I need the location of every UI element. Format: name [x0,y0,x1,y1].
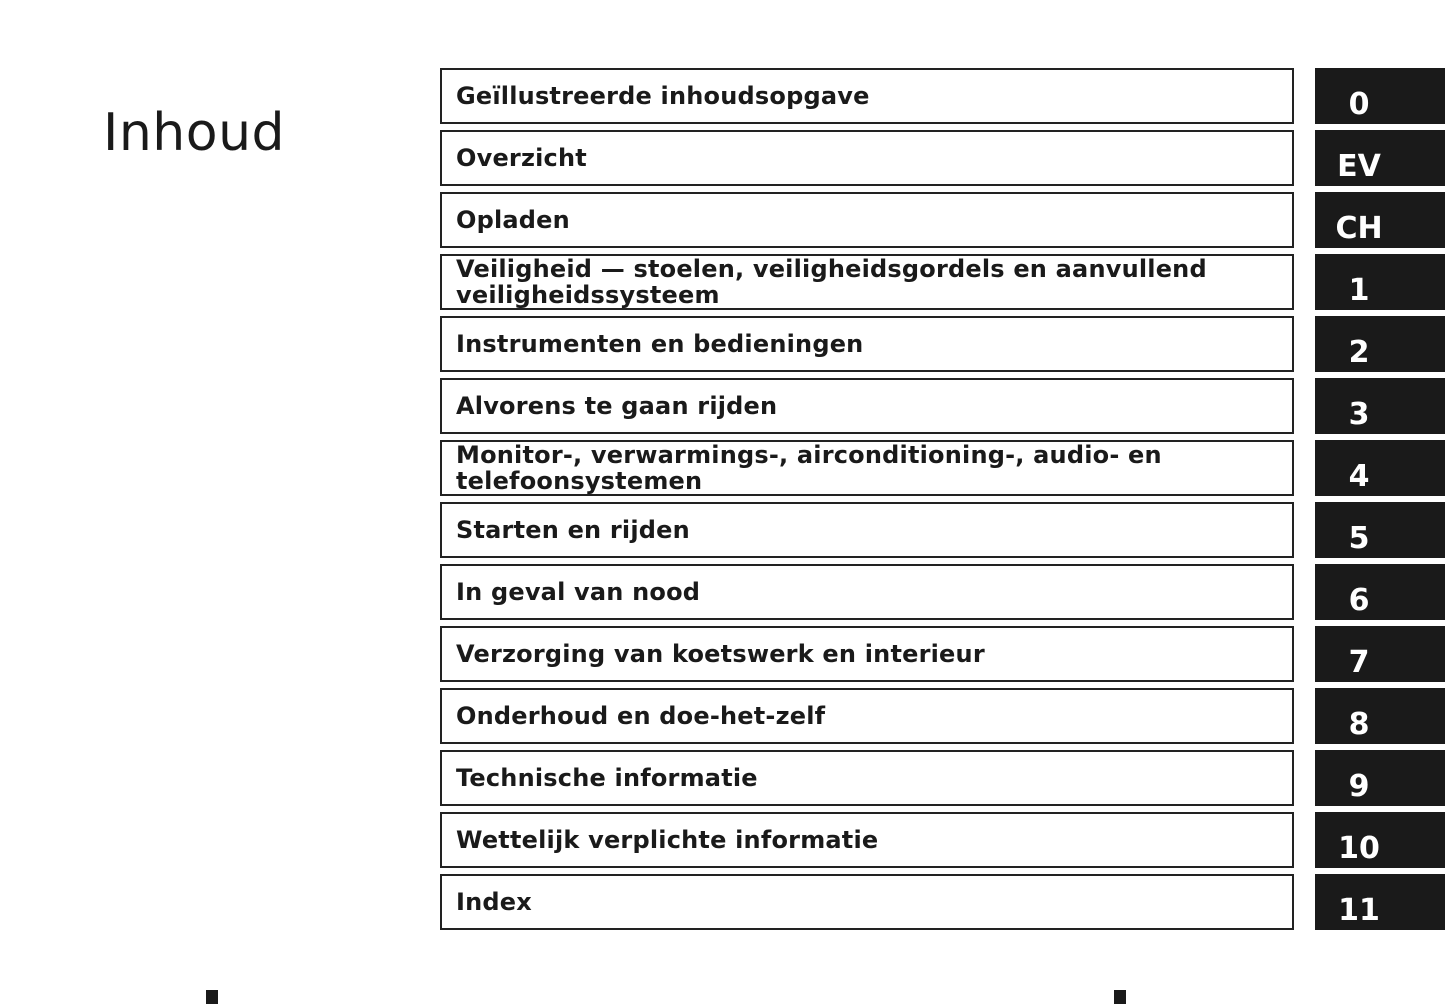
toc-entry-box [440,564,1294,620]
toc-item-legal-info[interactable] [440,812,1445,868]
toc-item-emergency[interactable] [440,564,1445,620]
crop-mark [1114,990,1126,1004]
toc-item-safety[interactable] [440,254,1445,310]
toc-entry-box [440,750,1294,806]
chapter-tab[interactable] [1315,688,1445,744]
toc-item-charging[interactable] [440,192,1445,248]
toc-item-body-care[interactable] [440,626,1445,682]
toc-entry-box [440,254,1294,310]
chapter-tab[interactable] [1315,254,1445,310]
toc-entry-box [440,440,1294,496]
toc-entry-box [440,874,1294,930]
toc-label: Overzicht [456,144,587,172]
chapter-tab[interactable] [1315,502,1445,558]
page-title: Inhoud [103,102,286,163]
toc-item-overview[interactable] [440,130,1445,186]
toc-label: Alvorens te gaan rijden [456,392,778,420]
chapter-tab[interactable] [1315,874,1445,930]
chapter-tab[interactable] [1315,68,1445,124]
chapter-tab[interactable] [1315,192,1445,248]
toc-item-illustrated-contents[interactable] [440,68,1445,124]
toc-label: Onderhoud en doe-het-zelf [456,702,826,730]
toc-entry-box [440,502,1294,558]
chapter-tab[interactable] [1315,440,1445,496]
toc-item-maintenance[interactable] [440,688,1445,744]
toc-entry-box [440,378,1294,434]
chapter-number: 0 [1348,87,1370,122]
chapter-number: 5 [1348,521,1370,556]
chapter-tab[interactable] [1315,130,1445,186]
toc-item-before-driving[interactable] [440,378,1445,434]
toc-item-starting-driving[interactable] [440,502,1445,558]
toc-entry-box [440,812,1294,868]
toc-label: Wettelijk verplichte informatie [456,826,879,854]
toc-label: Instrumenten en bedieningen [456,330,864,358]
chapter-number: 10 [1338,831,1380,866]
chapter-number: 4 [1348,459,1370,494]
table-of-contents [440,68,1445,936]
chapter-number: 9 [1348,769,1370,804]
toc-label: Veiligheid — stoelen, veiligheidsgordels en aanvullend veiligheidssysteem [456,255,1207,309]
chapter-number: 3 [1348,397,1370,432]
toc-label: Index [456,888,532,916]
toc-label: Starten en rijden [456,516,690,544]
chapter-tab[interactable] [1315,812,1445,868]
toc-label: Monitor-, verwarmings-, airconditioning-, audio- en telefoonsystemen [456,441,1162,495]
chapter-number: 7 [1348,645,1370,680]
chapter-number: 1 [1348,273,1370,308]
chapter-tab[interactable] [1315,378,1445,434]
toc-entry-box [440,688,1294,744]
chapter-tab[interactable] [1315,750,1445,806]
toc-item-monitor-systems[interactable] [440,440,1445,496]
chapter-tab[interactable] [1315,564,1445,620]
chapter-number: EV [1337,149,1381,184]
toc-item-index[interactable] [440,874,1445,930]
toc-label: Geïllustreerde inhoudsopgave [456,82,870,110]
toc-entry-box [440,192,1294,248]
toc-label: In geval van nood [456,578,701,606]
chapter-number: 6 [1348,583,1370,618]
toc-item-instruments[interactable] [440,316,1445,372]
toc-entry-box [440,626,1294,682]
toc-entry-box [440,68,1294,124]
chapter-number: 8 [1348,707,1370,742]
chapter-number: 2 [1348,335,1370,370]
chapter-number: 11 [1338,893,1380,928]
toc-label: Opladen [456,206,570,234]
toc-item-technical-info[interactable] [440,750,1445,806]
toc-label: Verzorging van koetswerk en interieur [456,640,985,668]
toc-entry-box [440,316,1294,372]
toc-entry-box [440,130,1294,186]
chapter-tab[interactable] [1315,316,1445,372]
chapter-tab[interactable] [1315,626,1445,682]
toc-label: Technische informatie [456,764,758,792]
crop-mark [206,990,218,1004]
chapter-number: CH [1335,211,1383,246]
